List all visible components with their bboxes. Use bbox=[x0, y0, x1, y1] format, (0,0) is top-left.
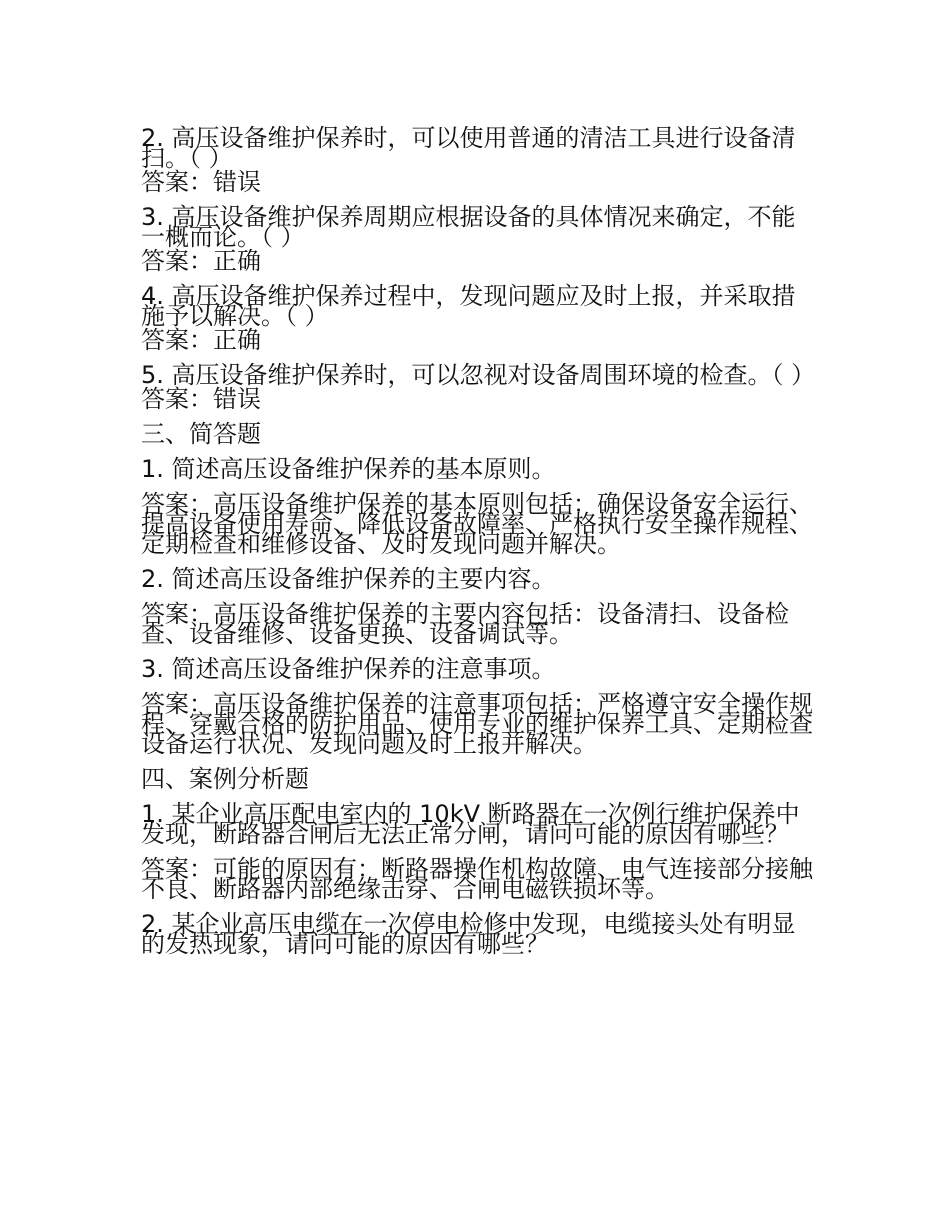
judge-answer-4: 答案：正确 bbox=[141, 326, 261, 354]
judge-question-5: 5. 高压设备维护保养时，可以忽视对设备周围环境的检查。（ ） bbox=[141, 361, 816, 389]
section-heading-short-answer: 三、简答题 bbox=[141, 420, 261, 448]
short-question-2: 2. 简述高压设备维护保养的主要内容。 bbox=[141, 565, 556, 593]
judge-answer-3: 答案：正确 bbox=[141, 247, 261, 275]
short-question-3: 3. 简述高压设备维护保养的注意事项。 bbox=[141, 655, 556, 683]
document-page bbox=[141, 124, 816, 958]
short-question-1: 1. 简述高压设备维护保养的基本原则。 bbox=[141, 455, 556, 483]
judge-question-4: 4. 高压设备维护保养过程中，发现问题应及时上报，并采取措施予以解决。（ ） bbox=[141, 282, 796, 330]
judge-question-2: 2. 高压设备维护保养时，可以使用普通的清洁工具进行设备清扫。（ ） bbox=[141, 124, 796, 172]
section-heading-case-analysis: 四、案例分析题 bbox=[141, 765, 309, 793]
case-question-2: 2. 某企业高压电缆在一次停电检修中发现，电缆接头处有明显的发热现象，请问可能的原因有哪些？ bbox=[141, 910, 796, 958]
case-answer-1: 答案：可能的原因有：断路器操作机构故障、电气连接部分接触不良、断路器内部绝缘击穿、合闸电磁铁损坏等。 bbox=[141, 855, 813, 903]
judge-answer-2: 答案：错误 bbox=[141, 168, 261, 196]
judge-answer-5: 答案：错误 bbox=[141, 385, 261, 413]
short-answer-3: 答案：高压设备维护保养的注意事项包括：严格遵守安全操作规程、穿戴合格的防护用品、使用专业的维护保养工具、定期检查设备运行状况、发现问题及时上报并解决。 bbox=[141, 690, 813, 758]
short-answer-2: 答案：高压设备维护保养的主要内容包括：设备清扫、设备检查、设备维修、设备更换、设备调试等。 bbox=[141, 600, 789, 648]
short-answer-1: 答案：高压设备维护保养的基本原则包括：确保设备安全运行、提高设备使用寿命、降低设备故障率、严格执行安全操作规程、定期检查和维修设备、及时发现问题并解决。 bbox=[141, 490, 813, 558]
judge-question-3: 3. 高压设备维护保养周期应根据设备的具体情况来确定，不能一概而论。（ ） bbox=[141, 203, 796, 251]
case-question-1: 1. 某企业高压配电室内的 10kV 断路器在一次例行维护保养中发现，断路器合闸后无法正常分闸，请问可能的原因有哪些？ bbox=[141, 800, 800, 848]
